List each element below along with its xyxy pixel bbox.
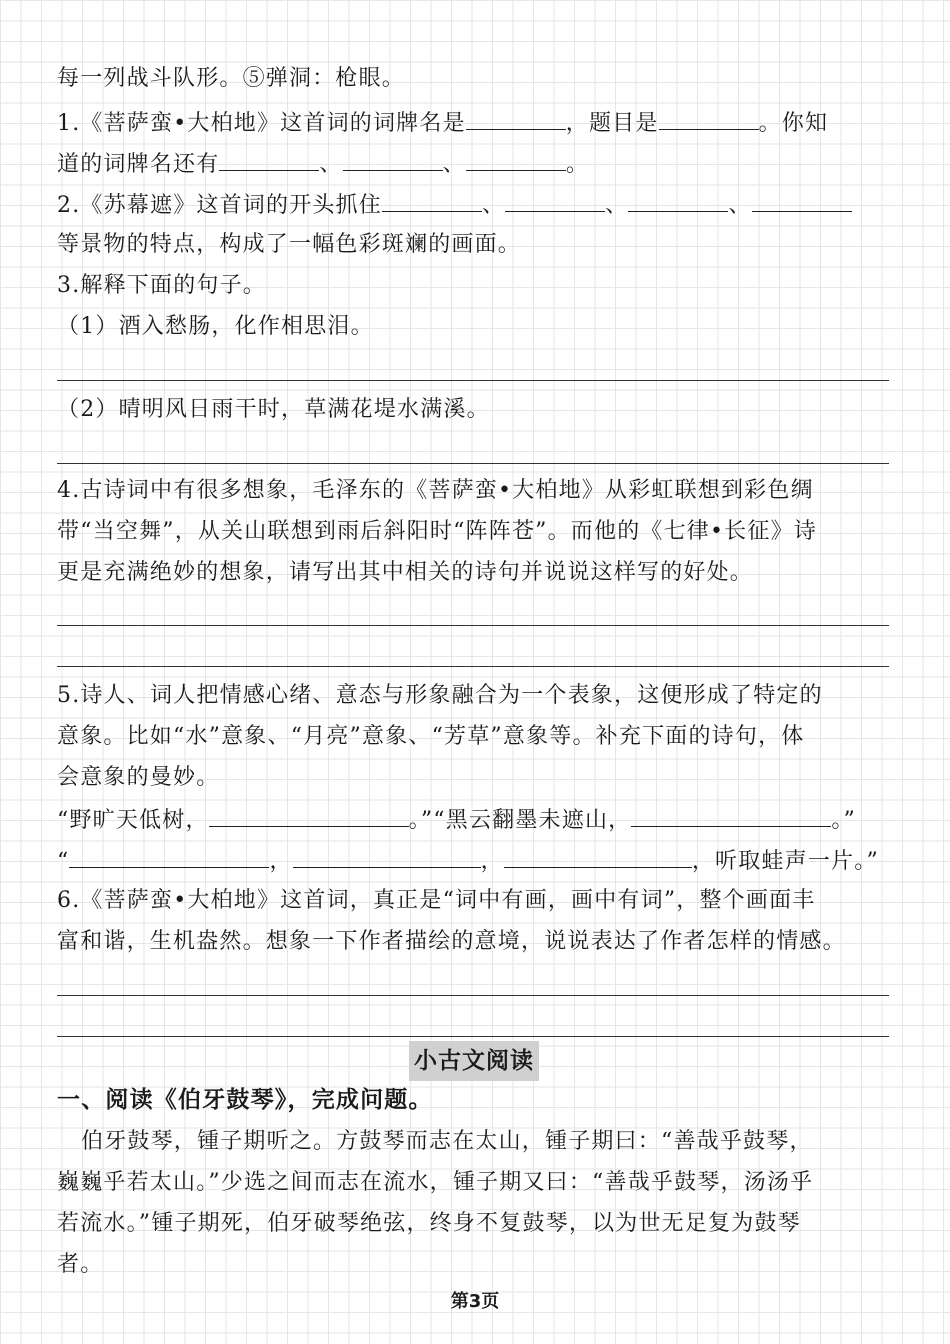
question-3-item-2: （2）晴明风日雨干时，草满花堤水满溪。 (57, 397, 490, 422)
answer-blank[interactable] (382, 189, 482, 212)
answer-blank[interactable] (343, 148, 443, 171)
question-5-cont: 会意象的曼妙。 (57, 765, 220, 790)
question-4-cont: 带“当空舞”，从关山联想到雨后斜阳时“阵阵苍”。而他的《七律•长征》诗 (57, 519, 817, 544)
answer-line[interactable] (57, 1036, 889, 1037)
answer-blank[interactable] (752, 189, 852, 212)
section-title: 小古文阅读 (409, 1041, 539, 1081)
answer-blank[interactable] (293, 845, 481, 868)
answer-blank[interactable] (505, 189, 605, 212)
passage-line: 伯牙鼓琴，锺子期听之。方鼓琴而志在太山，锺子期曰：“善哉乎鼓琴， (81, 1129, 813, 1154)
answer-blank[interactable] (466, 148, 566, 171)
answer-blank[interactable] (631, 804, 831, 827)
question-1-cont: 道的词牌名还有 、 、 。 (57, 148, 893, 180)
answer-blank[interactable] (69, 845, 269, 868)
passage-line: 者。 (57, 1252, 104, 1277)
page-number: 第3页 (450, 1291, 500, 1312)
reading-heading: 一、阅读《伯牙鼓琴》，完成问题。 (57, 1087, 433, 1113)
question-5-poem-2: “ ， ， ，听取蛙声一片。” (57, 845, 893, 877)
answer-blank[interactable] (628, 189, 728, 212)
answer-line[interactable] (57, 995, 889, 996)
answer-line[interactable] (57, 380, 889, 381)
question-5: 5.诗人、词人把情感心绪、意态与形象融合为一个表象，这便形成了特定的 (57, 683, 823, 708)
answer-line[interactable] (57, 463, 889, 464)
question-3-item-1: （1）酒入愁肠，化作相思泪。 (57, 314, 374, 339)
question-5-cont: 意象。比如“水”意象、“月亮”意象、“芳草”意象等。补充下面的诗句，体 (57, 724, 805, 749)
question-6-cont: 富和谐，生机盎然。想象一下作者描绘的意境，说说表达了作者怎样的情感。 (57, 929, 846, 954)
answer-blank[interactable] (466, 107, 566, 130)
answer-line[interactable] (57, 666, 889, 667)
passage-line: 巍巍乎若太山。”少选之间而志在流水，锺子期又曰：“善哉乎鼓琴，汤汤乎 (57, 1170, 814, 1195)
answer-blank[interactable] (219, 148, 319, 171)
question-4-cont: 更是充满绝妙的想象，请写出其中相关的诗句并说说这样写的好处。 (57, 560, 754, 585)
question-6: 6.《菩萨蛮•大柏地》这首词，真正是“词中有画，画中有词”，整个画面丰 (57, 888, 816, 913)
question-5-poem-1: “野旷天低树， 。”“黑云翻墨未遮山， 。” (57, 804, 893, 836)
answer-blank[interactable] (504, 845, 692, 868)
question-1: 1.《菩萨蛮•大柏地》这首词的词牌名是 ，题目是 。你知 (57, 107, 893, 139)
text-line: 每一列战斗队形。⑤弹洞：枪眼。 (57, 66, 406, 91)
question-4: 4.古诗词中有很多想象，毛泽东的《菩萨蛮•大柏地》从彩虹联想到彩色绸 (57, 478, 814, 503)
passage-line: 若流水。”锺子期死，伯牙破琴绝弦，终身不复鼓琴，以为世无足复为鼓琴 (57, 1211, 801, 1236)
answer-blank[interactable] (209, 804, 409, 827)
question-3: 3.解释下面的句子。 (57, 273, 266, 298)
answer-blank[interactable] (659, 107, 759, 130)
answer-line[interactable] (57, 625, 889, 626)
question-2: 2.《苏幕遮》这首词的开头抓住 、 、 、 (57, 189, 893, 221)
question-2-cont: 等景物的特点，构成了一幅色彩斑斓的画面。 (57, 232, 522, 257)
